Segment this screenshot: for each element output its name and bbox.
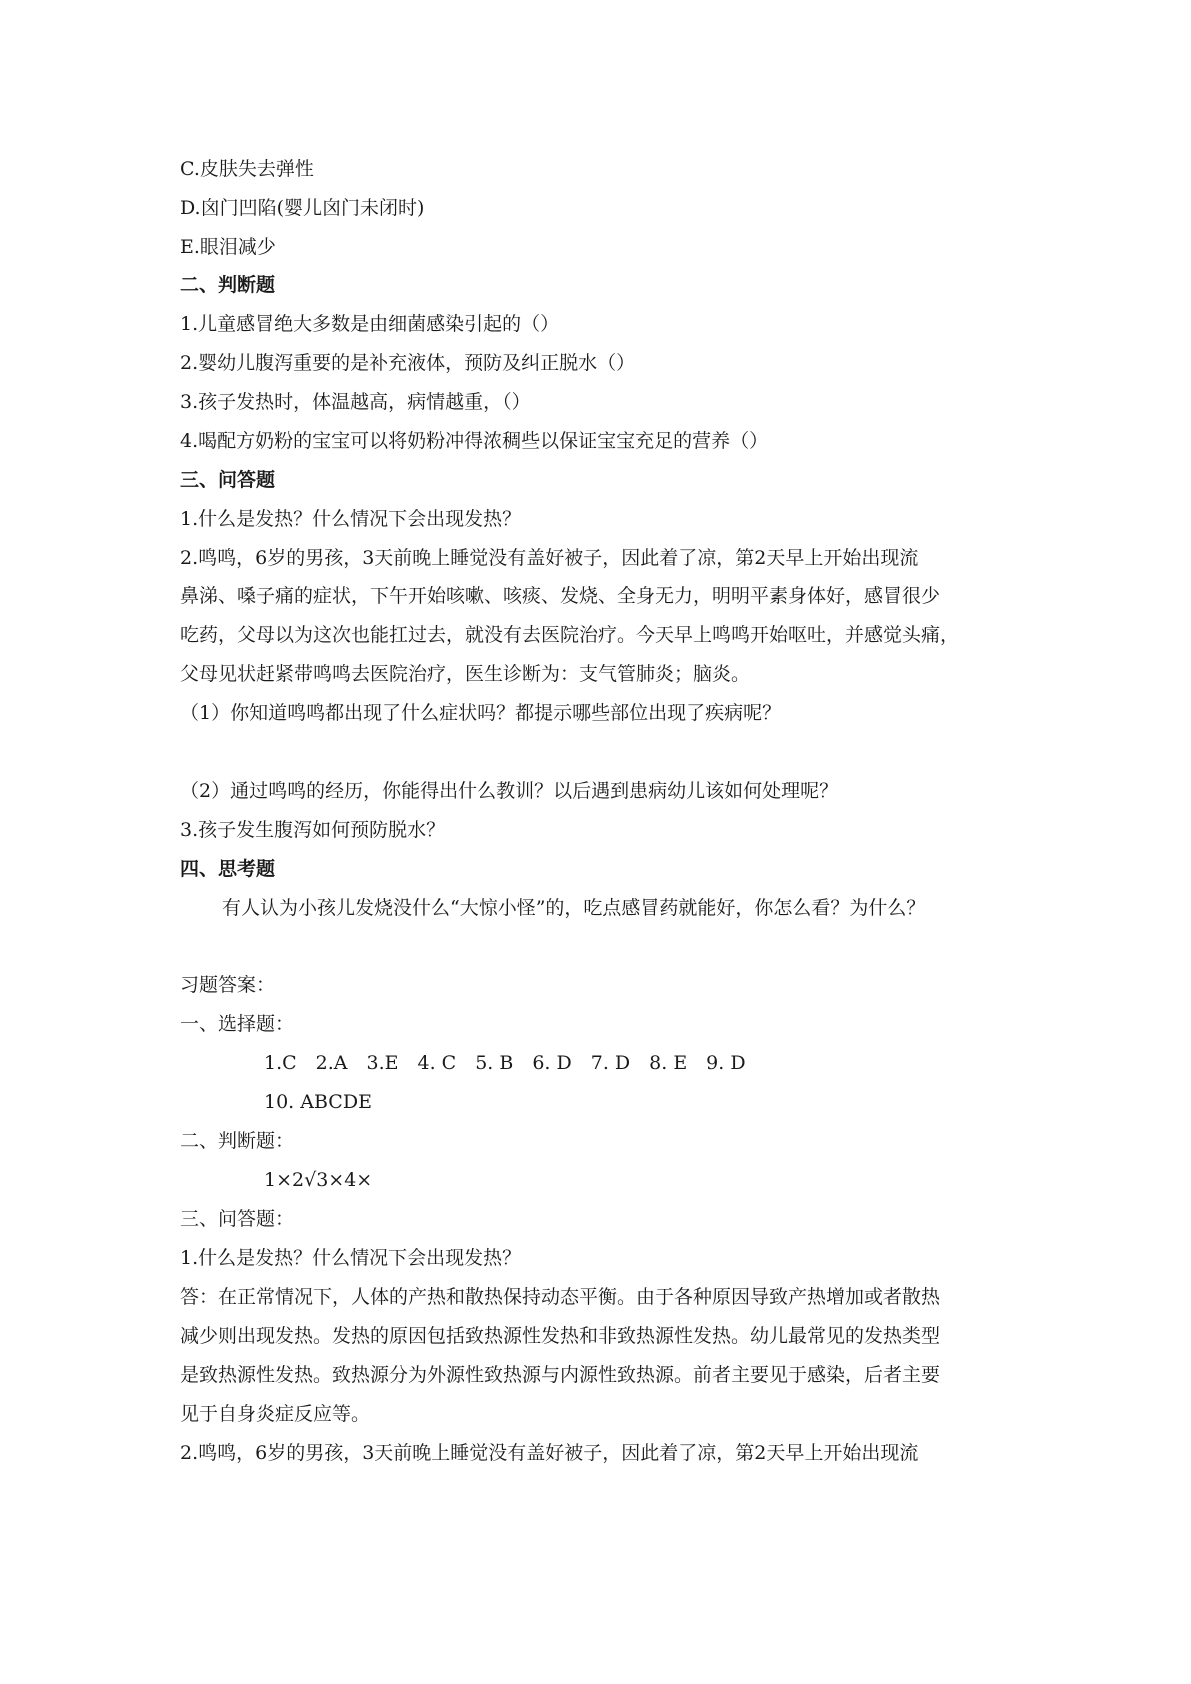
qa-question-2-line-4: 父母见状赶紧带鸣鸣去医院治疗，医生诊断为：支气管肺炎；脑炎。 bbox=[180, 663, 751, 685]
think-question: 有人认为小孩儿发烧没什么“大惊小怪”的，吃点感冒药就能好，你怎么看？为什么？ bbox=[222, 897, 926, 919]
answers-mc-line-2: 10. ABCDE bbox=[264, 1091, 372, 1113]
answers-mc-line-1: 1.C 2.A 3.E 4. C 5. B 6. D 7. D 8. E 9. D bbox=[264, 1052, 746, 1074]
option-d: D.囟门凹陷(婴儿囟门未闭时) bbox=[180, 197, 425, 219]
answers-qa-answer-1-line-2: 减少则出现发热。发热的原因包括致热源性发热和非致热源性发热。幼儿最常见的发热类型 bbox=[180, 1325, 941, 1347]
answers-qa-question-1: 1.什么是发热？什么情况下会出现发热？ bbox=[180, 1247, 522, 1269]
tf-item-1: 1.儿童感冒绝大多数是由细菌感染引起的（） bbox=[180, 313, 560, 335]
tf-item-3: 3.孩子发热时，体温越高，病情越重，（） bbox=[180, 391, 531, 413]
tf-item-4: 4.喝配方奶粉的宝宝可以将奶粉冲得浓稠些以保证宝宝充足的营养（） bbox=[180, 430, 769, 452]
answers-qa-answer-1-line-4: 见于自身炎症反应等。 bbox=[180, 1403, 371, 1425]
option-e: E.眼泪减少 bbox=[180, 236, 276, 258]
qa-question-2-sub-1: （1）你知道鸣鸣都出现了什么症状吗？都提示哪些部位出现了疾病呢？ bbox=[180, 702, 782, 724]
answers-tf-line: 1×2√3×4× bbox=[264, 1169, 373, 1191]
qa-question-2-line-3: 吃药，父母以为这次也能扛过去，就没有去医院治疗。今天早上鸣鸣开始呕吐，并感觉头痛， bbox=[180, 624, 960, 646]
qa-question-2-line-1: 2.鸣鸣，6岁的男孩，3天前晚上睡觉没有盖好被子，因此着了凉，第2天早上开始出现流 bbox=[180, 547, 919, 569]
qa-question-3: 3.孩子发生腹泻如何预防脱水？ bbox=[180, 819, 446, 841]
answers-qa-question-2: 2.鸣鸣，6岁的男孩，3天前晚上睡觉没有盖好被子，因此着了凉，第2天早上开始出现流 bbox=[180, 1442, 919, 1464]
section-heading-qa: 三、问答题 bbox=[180, 469, 276, 491]
qa-question-2-sub-2: （2）通过鸣鸣的经历，你能得出什么教训？以后遇到患病幼儿该如何处理呢？ bbox=[180, 780, 839, 802]
qa-question-1: 1.什么是发热？什么情况下会出现发热？ bbox=[180, 508, 522, 530]
answers-qa-title: 三、问答题： bbox=[180, 1208, 295, 1230]
section-heading-true-false: 二、判断题 bbox=[180, 274, 276, 296]
answers-mc-title: 一、选择题： bbox=[180, 1013, 295, 1035]
answers-qa-answer-1-line-1: 答：在正常情况下，人体的产热和散热保持动态平衡。由于各种原因导致产热增加或者散热 bbox=[180, 1286, 941, 1308]
tf-item-2: 2.婴幼儿腹泻重要的是补充液体，预防及纠正脱水（） bbox=[180, 352, 636, 374]
qa-question-2-line-2: 鼻涕、嗓子痛的症状，下午开始咳嗽、咳痰、发烧、全身无力，明明平素身体好，感冒很少 bbox=[180, 585, 941, 607]
answers-title: 习题答案： bbox=[180, 974, 276, 996]
answers-tf-title: 二、判断题： bbox=[180, 1130, 295, 1152]
option-c: C.皮肤失去弹性 bbox=[180, 158, 314, 180]
section-heading-think: 四、思考题 bbox=[180, 858, 276, 880]
answers-qa-answer-1-line-3: 是致热源性发热。致热源分为外源性致热源与内源性致热源。前者主要见于感染，后者主要 bbox=[180, 1364, 941, 1386]
